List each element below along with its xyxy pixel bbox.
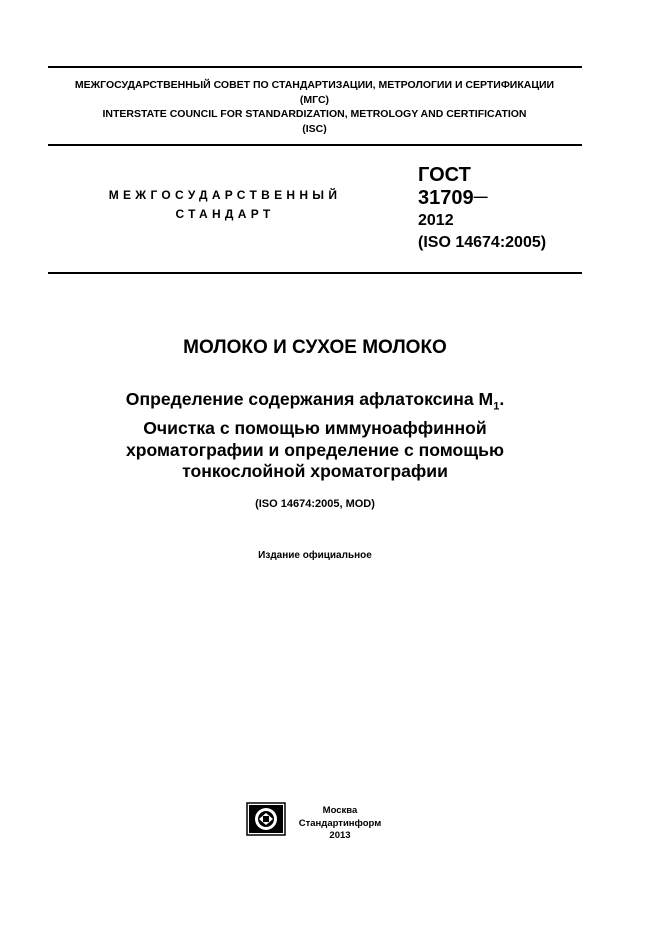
standard-year: 2012 xyxy=(418,212,454,229)
council-en-line1: INTERSTATE COUNCIL FOR STANDARDIZATION, METROLOGY AND CERTIFICATION xyxy=(102,108,527,121)
edition-note: Издание официальное xyxy=(258,550,372,561)
subtitle-line2: Очистка с помощью иммуноаффинной xyxy=(143,418,487,439)
standard-dash: — xyxy=(473,188,488,204)
subtitle-line1-subscript: 1 xyxy=(493,400,500,413)
publisher-name: Стандартинформ xyxy=(298,817,382,829)
standard-kind-line2: СТАНДАРТ xyxy=(175,207,275,221)
subtitle-line1-text: Определение содержания афлатоксина M xyxy=(125,389,494,409)
standartinform-logo-icon xyxy=(246,802,286,836)
standard-kind xyxy=(60,186,390,224)
standard-designation xyxy=(418,164,546,254)
council-en-line2: (ISC) xyxy=(302,122,327,135)
standard-iso: (ISO 14674:2005) xyxy=(418,234,547,251)
standard-prefix: ГОСТ xyxy=(418,164,471,186)
top-rule xyxy=(48,66,582,68)
publisher-city: Москва xyxy=(322,805,358,816)
subtitle-line4: тонкослойной хроматографии xyxy=(182,461,448,482)
council-header xyxy=(48,78,581,136)
subtitle-line1 xyxy=(70,389,560,418)
bottom-rule xyxy=(48,272,582,274)
standard-number: 31709 xyxy=(418,187,474,209)
council-ru-line2: (МГС) xyxy=(299,93,330,106)
subtitle-line3: хроматографии и определение с помощью xyxy=(126,439,504,460)
standard-number-line xyxy=(418,187,546,210)
council-ru-line1: МЕЖГОСУДАРСТВЕННЫЙ СОВЕТ ПО СТАНДАРТИЗАЦИИ, МЕТРОЛОГИИ И СЕРТИФИКАЦИИ xyxy=(74,79,555,91)
iso-reference: (ISO 14674:2005, MOD) xyxy=(255,498,375,510)
standard-kind-line1: МЕЖГОСУДАРСТВЕННЫЙ xyxy=(108,188,342,202)
middle-rule xyxy=(48,144,582,146)
subtitle-line1-end: . xyxy=(499,389,505,409)
document-subtitle xyxy=(70,389,560,483)
publisher-year: 2013 xyxy=(329,830,351,841)
publisher-block xyxy=(290,805,390,843)
document-title: МОЛОКО И СУХОЕ МОЛОКО xyxy=(183,337,447,358)
